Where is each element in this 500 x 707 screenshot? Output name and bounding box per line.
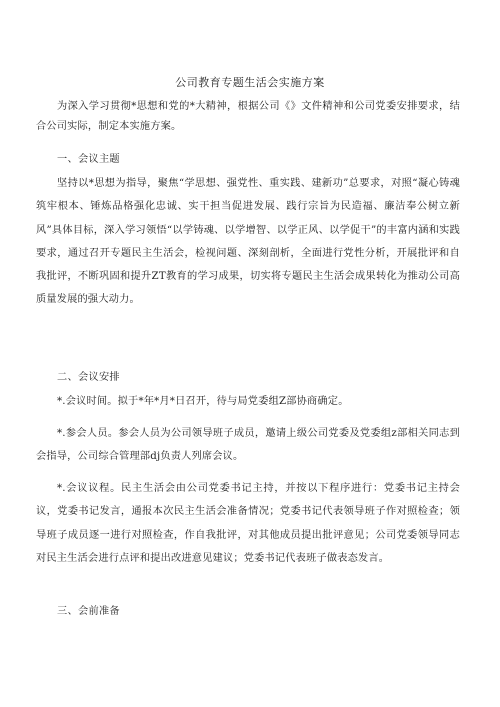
- topic-paragraph: 坚持以*思想为指导，聚焦“学思想、强党性、重实践、建新功”总要求，对照“凝心铸魂筑牢根本、锤炼品格强化忠诚、实干担当促进发展、践行宗旨为民造福、廉洁奉公树立新风”具体目标，深入学习领悟“以学铸魂、以学增智、以学正风、以学促干”的丰富内涵和实践要求，通过召开专题民主生活会，检视问题、深刻剖析，全面进行党性分析，开展批评和自我批评，不断巩固和提升ZT教育的学习成果，切实将专题民主生活会成果转化为推动公司高质量发展的强大动力。: [36, 178, 460, 306]
- meeting-time-item: *.会议时间。拟于*年*月*日召开，待与局党委组Z部协商确定。: [57, 396, 349, 407]
- section-heading-preparation: 三、会前准备: [57, 606, 120, 617]
- section-heading-topic: 一、会议主题: [57, 154, 120, 165]
- participants-item: *.参会人员。参会人员为公司领导班子成员，邀请上级公司党委及党委组z部相关同志到会指导，公司综合管理部dj负责人列席会议。: [36, 428, 460, 463]
- agenda-item: *.会议议程。民主生活会由公司党委书记主持，并按以下程序进行：党委书记主持会议，党委书记发言，通报本次民主生活会准备情况；党委书记代表领导班子作对照检查；领导班子成员逐一进行对照检查，作自我批评，对其他成员提出批评意见；公司党委领导同志对民主生活会进行点评和提出改进意见建议；党委书记代表班子做表态发言。: [36, 483, 460, 564]
- intro-paragraph: 为深入学习贯彻*思想和党的*大精神，根据公司《》文件精神和公司党委安排要求，结合公司实际，制定本实施方案。: [36, 101, 460, 132]
- section-heading-arrangement: 二、会议安排: [57, 372, 120, 383]
- page-title: 公司教育专题生活会实施方案: [175, 76, 325, 89]
